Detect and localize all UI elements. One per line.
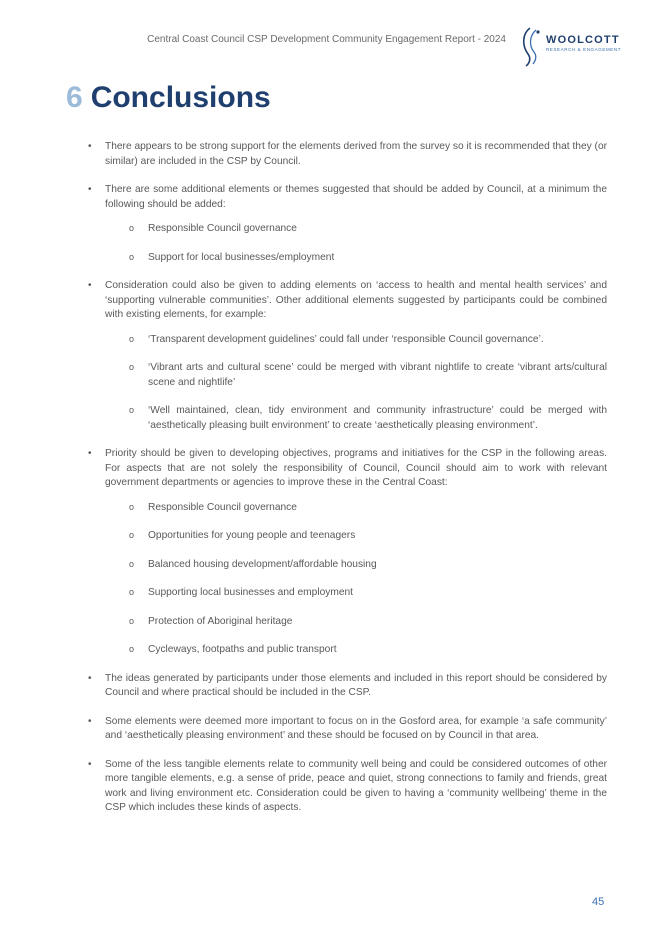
bullet-dot-icon: • [88,141,92,152]
bullet-dot-icon: • [88,448,92,459]
sub-item-text: Opportunities for young people and teenagers [148,530,356,541]
sub-item-text: Cycleways, footpaths and public transport [148,644,337,655]
sub-item-text: Supporting local businesses and employment [148,587,354,598]
sub-bullet-icon: o [129,223,135,233]
sub-list [105,222,607,265]
sub-item-text: ‘Transparent development guidelines’ could fall under ‘responsible Council governance’. [148,333,544,345]
sub-item-text: ‘Well maintained, clean, tidy environment and community infrastructure’ could be merged with ‘aesthetically pleasing built environment’ to create ‘aesthetically pleasing environment’. [148,405,607,431]
sub-list [105,501,607,658]
sub-bullet-icon: o [129,530,135,540]
bullet-text: Some elements were deemed more important to focus on in the Gosford area, for example ‘a safe community’ and ‘aesthetically pleasing environment’ and these should be focused on by Council in that area. [105,715,607,741]
bullet-dot-icon: • [88,280,92,291]
sub-bullet-icon: o [129,644,135,654]
sub-item-text: Responsible Council governance [148,223,297,234]
sub-bullet-icon: o [129,501,135,512]
logo-mark-icon [516,24,546,68]
sub-item [105,558,607,573]
sub-item-text: Support for local businesses/employment [148,251,335,263]
sub-bullet-icon: o [129,333,135,344]
page-header [0,32,669,66]
section-number: 6 [66,81,83,114]
sub-item [105,501,607,516]
bullet-item [84,140,607,169]
sub-bullet-icon: o [129,558,135,569]
bullet-item [84,183,607,265]
logo-tagline: RESEARCH & ENGAGEMENT [546,47,622,52]
sub-item-text: Protection of Aboriginal heritage [148,615,293,627]
bullet-dot-icon: • [88,672,92,684]
sub-item-text: Responsible Council governance [148,501,297,513]
sub-item [105,529,607,544]
bullet-text: Some of the less tangible elements relate to community well being and could be considered outcomes of other more tangible elements, e.g. a sense of pride, peace and quiet, strong connections to family and friends, great work and living environment etc. Consideration could be given to having a ‘community wellbeing’ theme in the CSP which includes these kinds of aspects. [105,758,607,813]
sub-item-text: ‘Vibrant arts and cultural scene’ could be merged with vibrant nightlife to create ‘vibrant arts/cultural scene and nightlife’ [148,362,607,388]
sub-bullet-icon: o [129,615,135,626]
sub-bullet-icon: o [129,405,135,415]
sub-item [105,615,607,630]
sub-item [105,643,607,658]
sub-item-text: Balanced housing development/affordable housing [148,558,377,570]
sub-item [105,251,607,266]
sub-item [105,404,607,433]
section-title: Conclusions [90,81,271,114]
bullet-text: Consideration could also be given to adding elements on ‘access to health and mental health services’ and ‘supporting vulnerable communities’. Other additional elements suggested by participants could be combined with existing elements, for example: [105,280,607,320]
bullet-text: There appears to be strong support for the elements derived from the survey so it is recommended that they (or similar) are included in the CSP by Council. [105,141,607,167]
bullet-dot-icon: • [88,184,92,195]
header-text: Central Coast Council CSP Development Community Engagement Report - 2024 [147,34,506,45]
conclusions-list [84,140,607,830]
page-number: 45 [592,896,605,908]
sub-bullet-icon: o [129,251,135,262]
bullet-text: Priority should be given to developing objectives, programs and initiatives for the CSP in the following areas. For aspects that are not solely the responsibility of Council, Council should aim to work with relevant government departments or agencies to improve these in the Central Coast: [105,448,607,488]
woolcott-logo [516,24,626,68]
bullet-item [84,715,607,744]
logo-wordmark: WOOLCOTT [546,34,620,46]
sub-list [105,333,607,434]
bullet-dot-icon: • [88,715,92,727]
sub-item [105,222,607,237]
bullet-text: The ideas generated by participants under those elements and included in this report should be considered by Council and where practical should be included in the CSP. [105,672,607,698]
sub-item [105,333,607,348]
bullet-item [84,672,607,701]
bullet-item [84,279,607,433]
sub-item [105,586,607,601]
page-title [66,78,271,118]
bullet-item [84,447,607,658]
bullet-item [84,758,607,816]
sub-bullet-icon: o [129,362,135,372]
sub-item [105,361,607,390]
bullet-dot-icon: • [88,758,92,770]
sub-bullet-icon: o [129,587,135,597]
bullet-text: There are some additional elements or themes suggested that should be added by Council, at a minimum the following should be added: [105,184,607,210]
